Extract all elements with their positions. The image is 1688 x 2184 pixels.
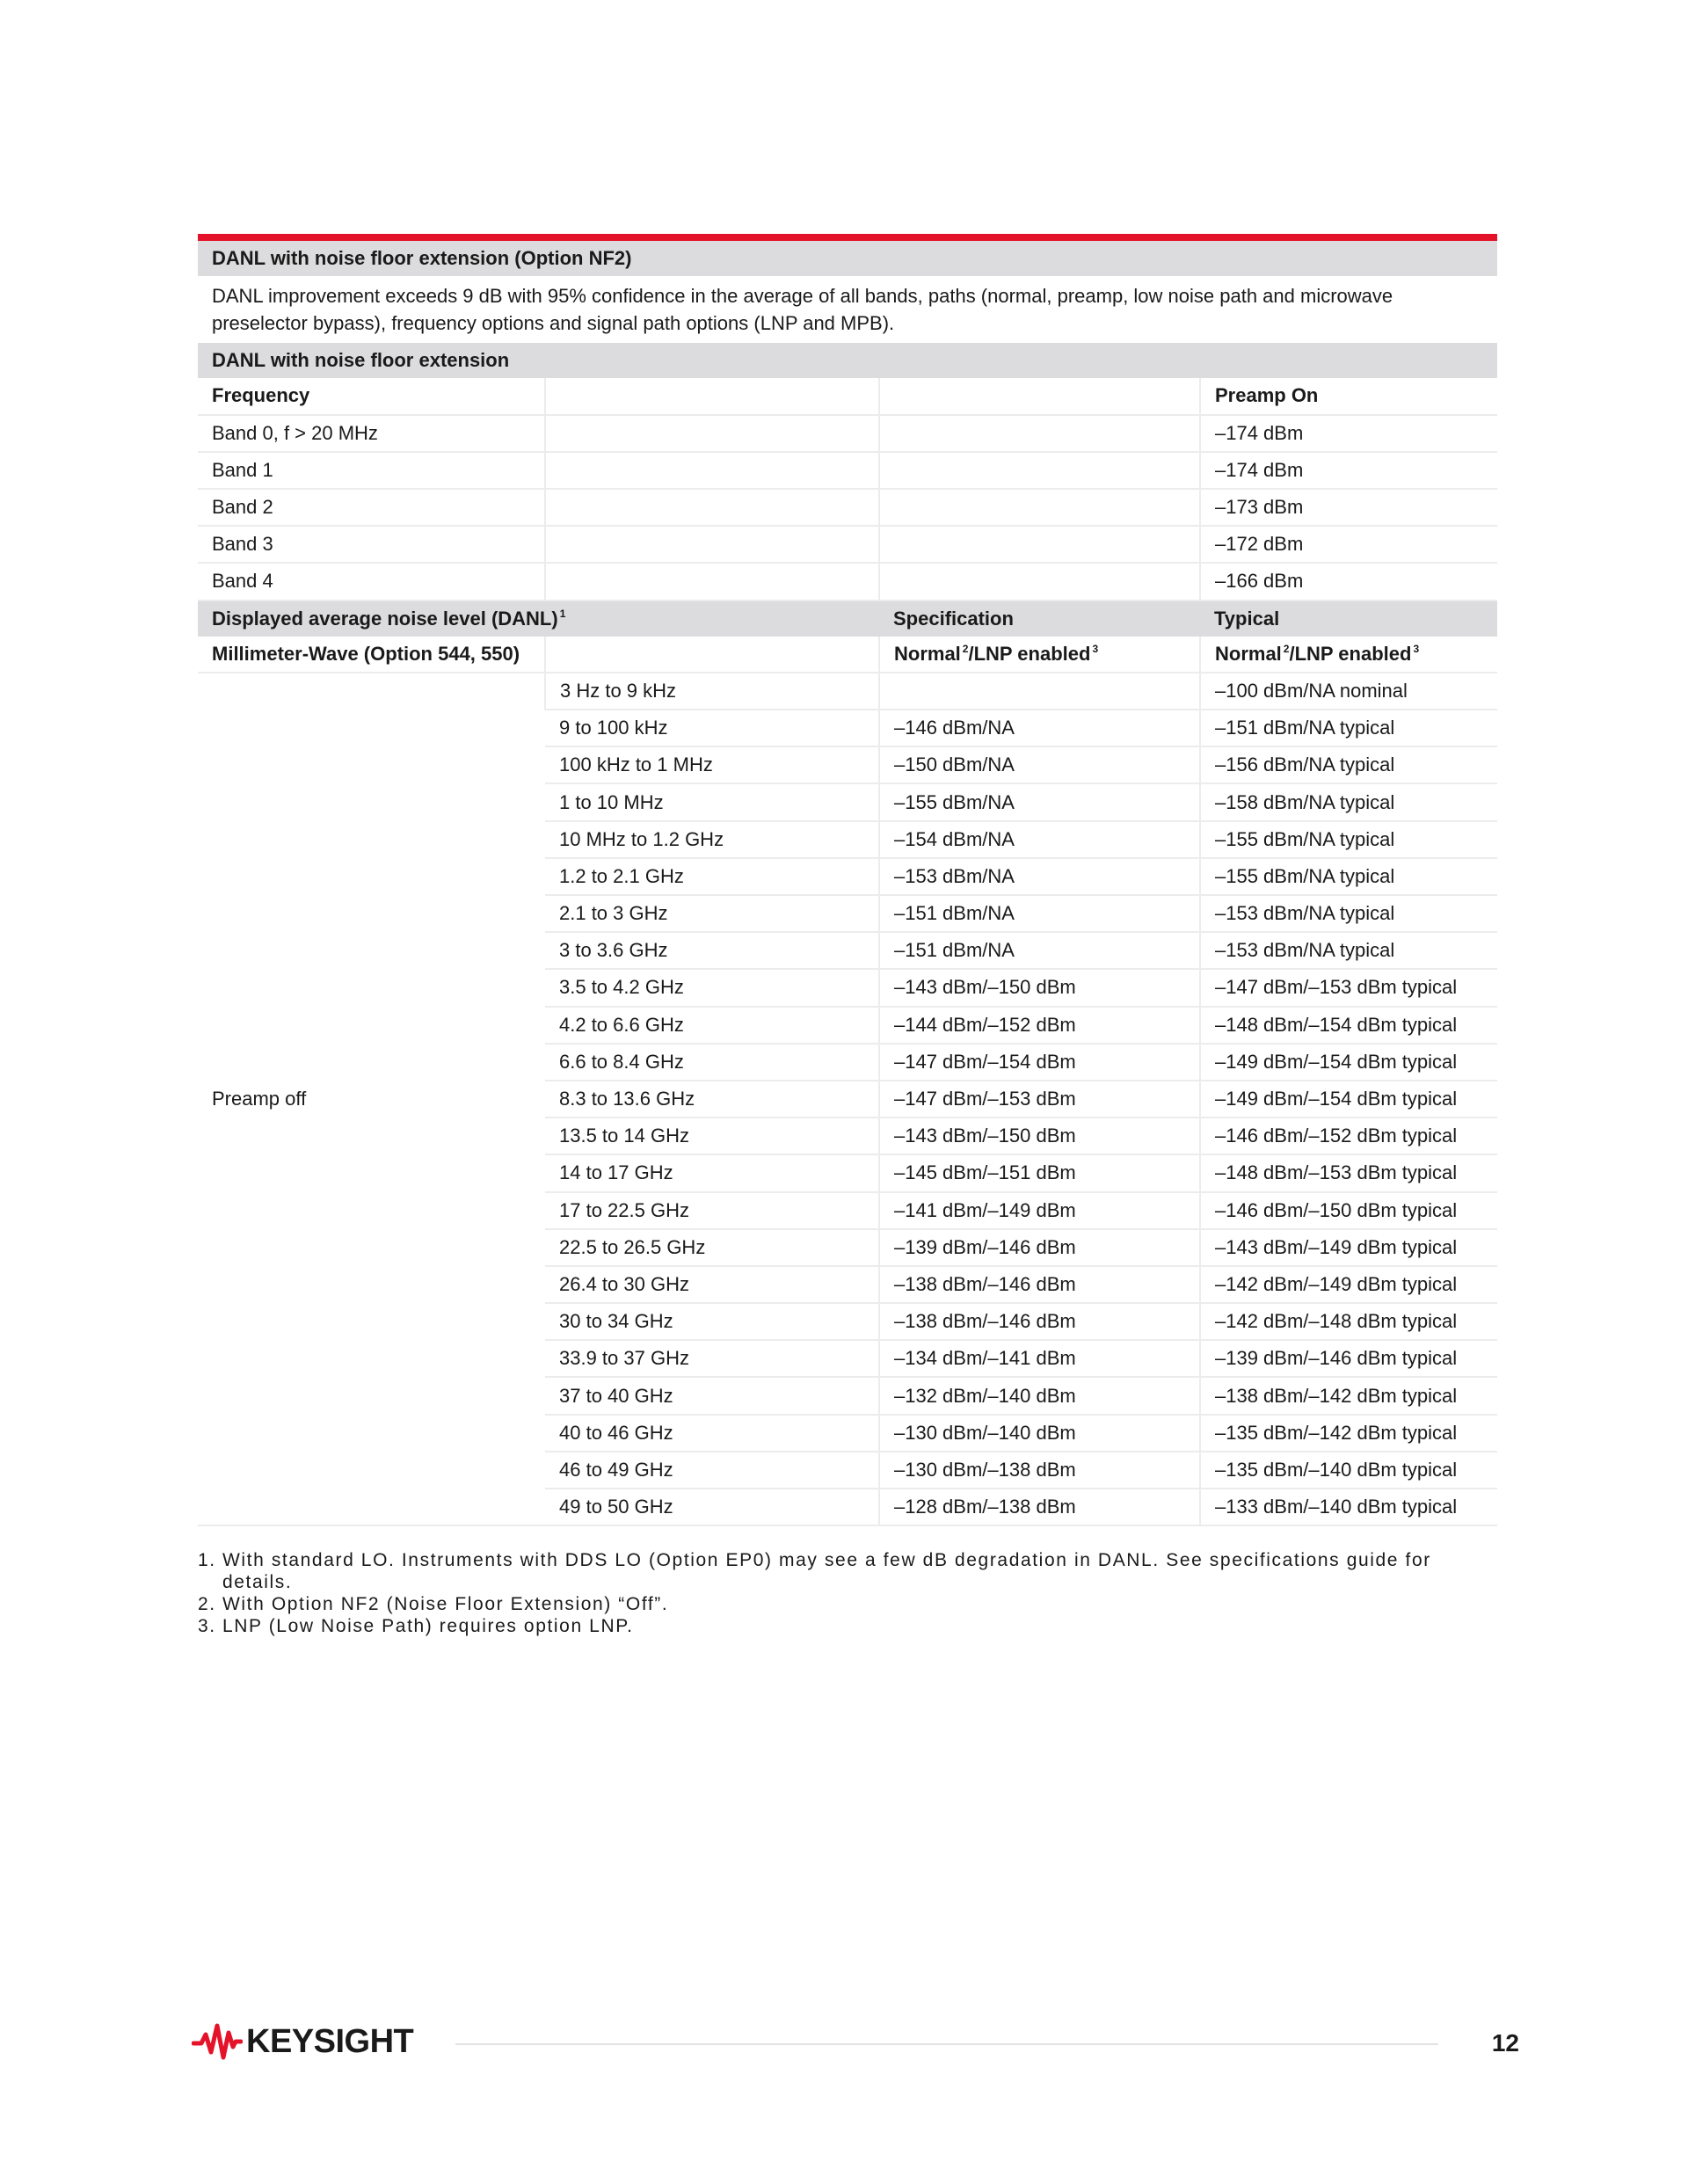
col-frequency: Frequency [198,378,545,414]
col-specification: Specification [879,601,1200,637]
typical-value: –142 dBm/–148 dBm typical [1200,1303,1497,1340]
footnote-ref: 3 [1413,643,1420,656]
footnote-item [198,1593,1497,1615]
spec-value: –153 dBm/NA [879,858,1200,895]
section-title-cell [198,601,879,637]
empty-cell [879,378,1200,414]
spec-value: –134 dBm/–141 dBm [879,1340,1200,1377]
band-value: –166 dBm [1200,563,1497,600]
typical-value: –100 dBm/NA nominal [1200,673,1497,710]
typical-value: –138 dBm/–142 dBm typical [1200,1377,1497,1414]
spec-value: –139 dBm/–146 dBm [879,1229,1200,1266]
freq-range: 6.6 to 8.4 GHz [545,1044,879,1081]
freq-range: 30 to 34 GHz [545,1303,879,1340]
spec-value: –147 dBm/–154 dBm [879,1044,1200,1081]
brand-name: KEYSIGHT [246,2022,414,2060]
freq-range: 22.5 to 26.5 GHz [545,1229,879,1266]
footnote-number: 2. [198,1594,216,1615]
spec-table [198,241,1497,1526]
spec-value: –130 dBm/–140 dBm [879,1415,1200,1452]
freq-range: 100 kHz to 1 MHz [545,746,879,783]
typical-value: –148 dBm/–154 dBm typical [1200,1007,1497,1044]
sub-header-row [198,637,1497,673]
typical-value: –151 dBm/NA typical [1200,710,1497,746]
section-title: Displayed average noise level (DANL) [212,607,558,630]
freq-range: 9 to 100 kHz [545,710,879,746]
band-row [198,563,1497,600]
band-name: Band 4 [198,563,545,600]
sub-title: Millimeter-Wave (Option 544, 550) [198,637,545,673]
band-value: –173 dBm [1200,489,1497,526]
typical-value: –133 dBm/–140 dBm typical [1200,1489,1497,1525]
footnote-ref: 2 [1283,643,1290,656]
normal-label: Normal [1215,642,1282,665]
freq-range: 3.5 to 4.2 GHz [545,969,879,1006]
spec-value: –155 dBm/NA [879,783,1200,820]
empty-cell [545,489,879,526]
freq-range: 26.4 to 30 GHz [545,1266,879,1303]
freq-range: 1 to 10 MHz [545,783,879,820]
freq-range: 49 to 50 GHz [545,1489,879,1525]
spec-value: –143 dBm/–150 dBm [879,969,1200,1006]
freq-range: 40 to 46 GHz [545,1415,879,1452]
footer-divider [455,2043,1438,2045]
col-typical: Typical [1200,601,1497,637]
footnote-ref: 1 [559,608,566,621]
typical-value: –155 dBm/NA typical [1200,821,1497,858]
footnote-text: With Option NF2 (Noise Floor Extension) “Off”. [222,1594,669,1615]
spec-value: –146 dBm/NA [879,710,1200,746]
empty-cell [545,637,879,673]
freq-range: 17 to 22.5 GHz [545,1192,879,1229]
band-row [198,452,1497,489]
section-note: DANL improvement exceeds 9 dB with 95% confidence in the average of all bands, paths (normal, preamp, low noise path and microwave preselector bypass), frequency options and signal path options (LNP and MPB). [212,285,1393,335]
column-header-row [198,378,1497,414]
normal-lnp-header-typical [1200,637,1497,673]
footnote-text: With standard LO. Instruments with DDS LO (Option EP0) may see a few dB degradation in DANL. See specifications guide for details. [222,1550,1431,1593]
spec-value: –147 dBm/–153 dBm [879,1081,1200,1117]
freq-range: 8.3 to 13.6 GHz [545,1081,879,1117]
band-value: –174 dBm [1200,415,1497,452]
band-name: Band 3 [198,526,545,563]
freq-range: 14 to 17 GHz [545,1154,879,1191]
band-row [198,489,1497,526]
freq-range: 3 Hz to 9 kHz [545,673,879,710]
section-note-row [198,276,1497,343]
spec-value: –132 dBm/–140 dBm [879,1377,1200,1414]
empty-cell [545,452,879,489]
keysight-logo [192,2022,413,2061]
spec-value: –143 dBm/–150 dBm [879,1117,1200,1154]
footnote-number: 3. [198,1616,216,1637]
footnote-number: 1. [198,1550,216,1571]
spec-value: –130 dBm/–138 dBm [879,1452,1200,1489]
typical-value: –143 dBm/–149 dBm typical [1200,1229,1497,1266]
spec-value: –144 dBm/–152 dBm [879,1007,1200,1044]
spec-value: –145 dBm/–151 dBm [879,1154,1200,1191]
preamp-off-cell: Preamp off [198,673,545,1525]
freq-range: 10 MHz to 1.2 GHz [545,821,879,858]
section-header-danl [198,601,1497,637]
freq-range: 3 to 3.6 GHz [545,932,879,969]
freq-range: 1.2 to 2.1 GHz [545,858,879,895]
keysight-wave-icon [192,2022,243,2061]
band-row [198,415,1497,452]
typical-value: –142 dBm/–149 dBm typical [1200,1266,1497,1303]
spec-value: –128 dBm/–138 dBm [879,1489,1200,1525]
freq-range: 33.9 to 37 GHz [545,1340,879,1377]
band-value: –172 dBm [1200,526,1497,563]
band-value: –174 dBm [1200,452,1497,489]
footnote-item [198,1549,1497,1593]
footnote-ref: 2 [962,643,969,656]
section-header-nf2 [198,241,1497,276]
page-footer [192,2022,1519,2066]
lnp-label: /LNP enabled [1289,642,1412,665]
band-name: Band 1 [198,452,545,489]
typical-value: –153 dBm/NA typical [1200,895,1497,932]
section-title: DANL with noise floor extension [198,343,1497,378]
typical-value: –135 dBm/–142 dBm typical [1200,1415,1497,1452]
typical-value: –156 dBm/NA typical [1200,746,1497,783]
empty-cell [545,563,879,600]
typical-value: –135 dBm/–140 dBm typical [1200,1452,1497,1489]
band-row [198,526,1497,563]
col-preamp-on: Preamp On [1200,378,1497,414]
typical-value: –155 dBm/NA typical [1200,858,1497,895]
empty-cell [879,452,1200,489]
typical-value: –147 dBm/–153 dBm typical [1200,969,1497,1006]
normal-label: Normal [894,642,961,665]
typical-value: –153 dBm/NA typical [1200,932,1497,969]
empty-cell [545,415,879,452]
spec-value [879,673,1200,710]
footnote-text: LNP (Low Noise Path) requires option LNP. [222,1616,634,1637]
section-header-noise-floor [198,343,1497,378]
empty-cell [879,526,1200,563]
freq-range: 37 to 40 GHz [545,1377,879,1414]
band-name: Band 2 [198,489,545,526]
spec-value: –138 dBm/–146 dBm [879,1303,1200,1340]
typical-value: –146 dBm/–152 dBm typical [1200,1117,1497,1154]
danl-row [198,673,1497,710]
empty-cell [545,378,879,414]
empty-cell [545,526,879,563]
spec-value: –151 dBm/NA [879,932,1200,969]
footnote-item [198,1615,1497,1637]
normal-lnp-header-spec [879,637,1200,673]
page-number: 12 [1491,2029,1519,2057]
page-content [198,234,1497,1637]
empty-cell [879,563,1200,600]
empty-cell [879,489,1200,526]
lnp-label: /LNP enabled [968,642,1091,665]
typical-value: –158 dBm/NA typical [1200,783,1497,820]
band-name: Band 0, f > 20 MHz [198,415,545,452]
typical-value: –149 dBm/–154 dBm typical [1200,1044,1497,1081]
typical-value: –146 dBm/–150 dBm typical [1200,1192,1497,1229]
freq-range: 4.2 to 6.6 GHz [545,1007,879,1044]
footnotes [198,1549,1497,1637]
freq-range: 2.1 to 3 GHz [545,895,879,932]
typical-value: –139 dBm/–146 dBm typical [1200,1340,1497,1377]
freq-range: 13.5 to 14 GHz [545,1117,879,1154]
spec-value: –150 dBm/NA [879,746,1200,783]
typical-value: –149 dBm/–154 dBm typical [1200,1081,1497,1117]
red-header-bar [198,234,1497,241]
empty-cell [879,415,1200,452]
spec-value: –138 dBm/–146 dBm [879,1266,1200,1303]
section-title: DANL with noise floor extension (Option NF2) [198,241,1497,276]
spec-value: –151 dBm/NA [879,895,1200,932]
typical-value: –148 dBm/–153 dBm typical [1200,1154,1497,1191]
footnote-ref: 3 [1092,643,1099,656]
spec-value: –154 dBm/NA [879,821,1200,858]
freq-range: 46 to 49 GHz [545,1452,879,1489]
spec-value: –141 dBm/–149 dBm [879,1192,1200,1229]
